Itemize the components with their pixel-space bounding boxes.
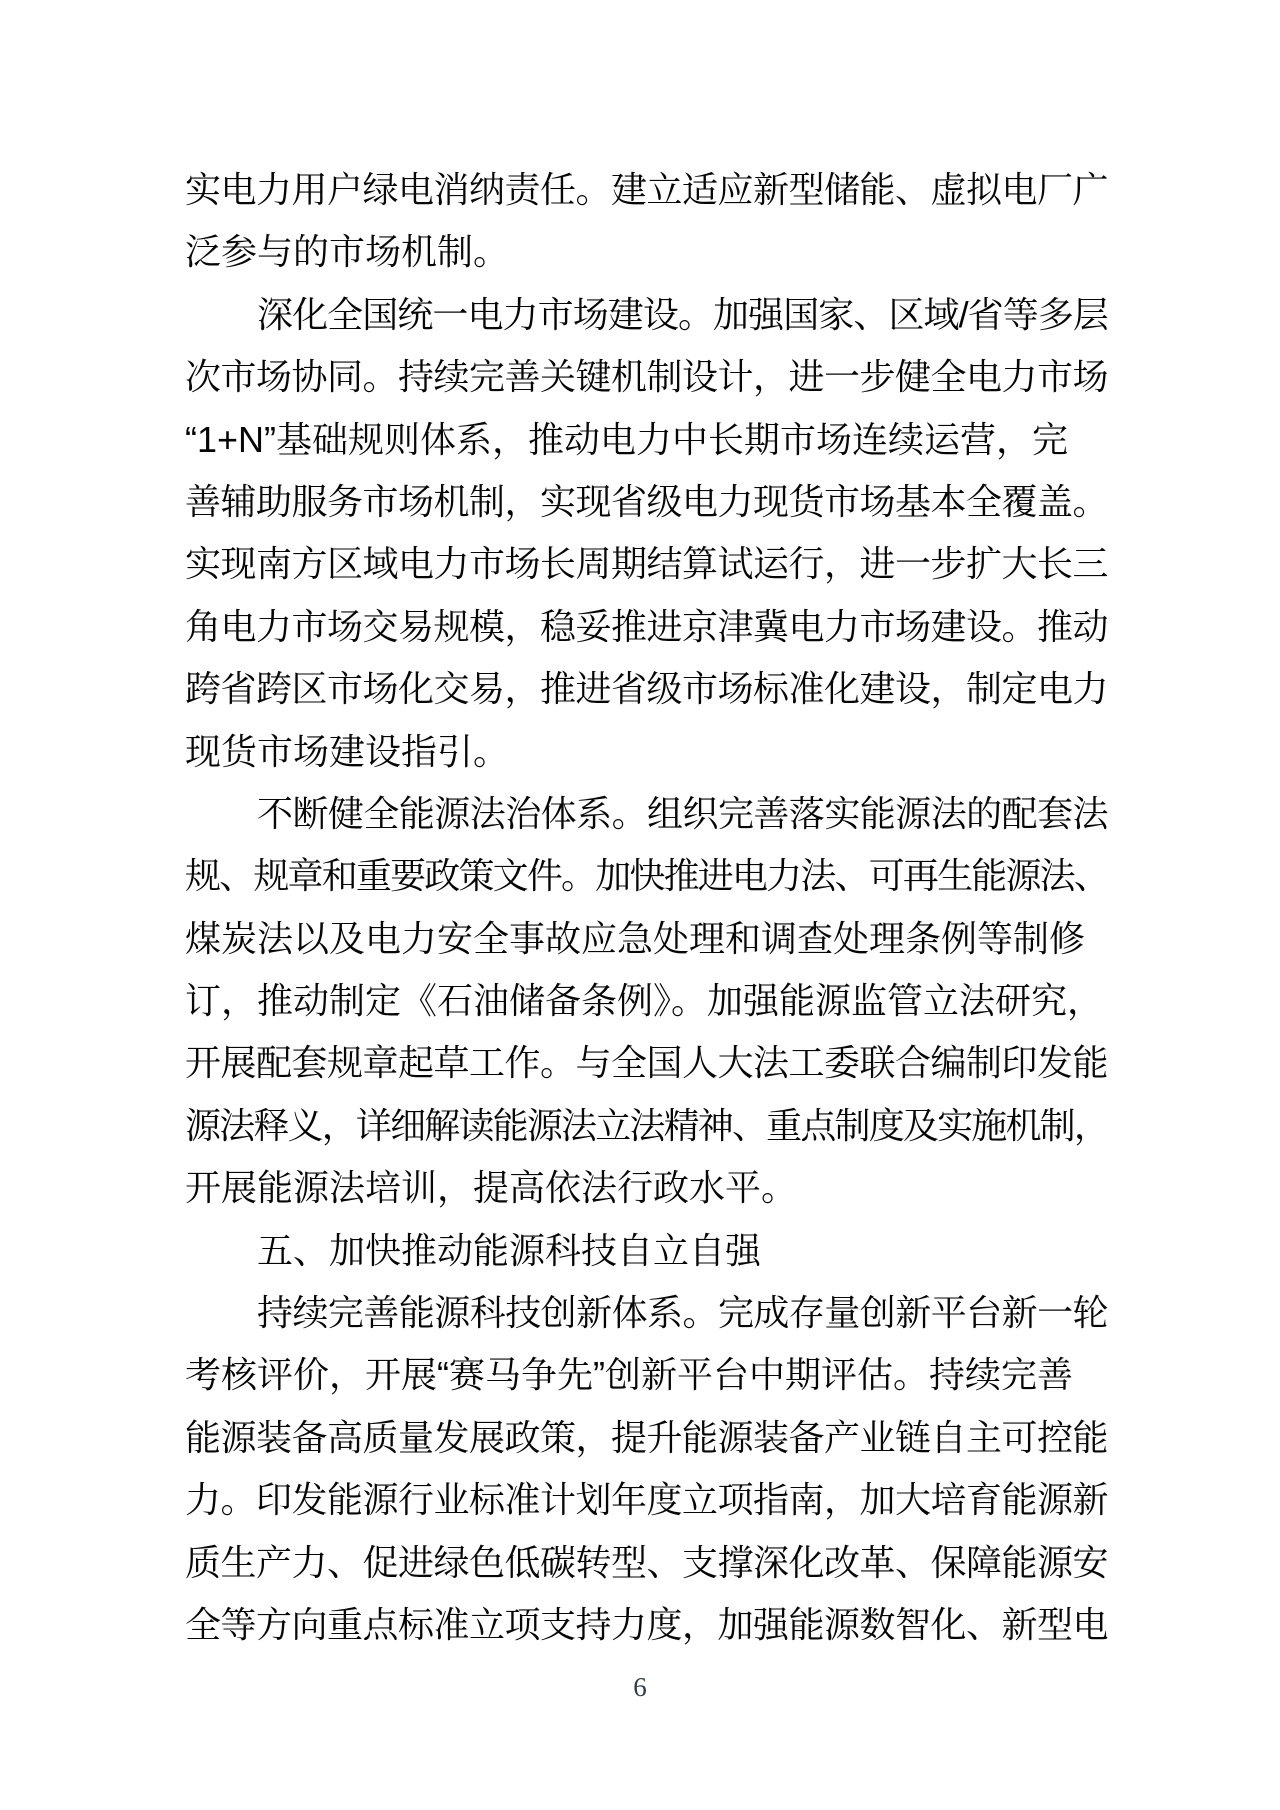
text-line: 实电力用户绿电消纳责任。建立适应新型储能、虚拟电厂广: [185, 169, 1109, 210]
section-heading: 五、加快推动能源科技自立自强: [257, 1229, 762, 1271]
text-line: 善辅助服务市场机制，实现省级电力现货市场基本全覆盖。: [185, 480, 1109, 522]
text-line: 持续完善能源科技创新体系。完成存量创新平台新一轮: [257, 1292, 1109, 1334]
text-line: 订，推动制定《石油储备条例》。加强能源监管立法研究，: [185, 980, 1104, 1022]
text-line: “1+N”基础规则体系，推动电力中长期市场连续运营，完: [185, 418, 1069, 460]
text-line: 煤炭法以及电力安全事故应急处理和调查处理条例等制修: [185, 917, 1086, 959]
text-line: 全等方向重点标准立项支持力度，加强能源数智化、新型电: [185, 1603, 1109, 1645]
text-line: 泛参与的市场机制。: [185, 231, 510, 273]
text-line: 考核评价，开展“赛马争先”创新平台中期评估。持续完善: [185, 1354, 1073, 1396]
text-line: 跨省跨区市场化交易，推进省级市场标准化建设，制定电力: [185, 668, 1109, 710]
text-line: 源法释义，详细解读能源法立法精神、重点制度及实施机制，: [185, 1104, 1109, 1146]
text-line: 能源装备高质量发展政策，提升能源装备产业链自主可控能: [185, 1416, 1109, 1458]
page-number: 6: [633, 1672, 647, 1702]
text-line: 现货市场建设指引。: [185, 730, 510, 772]
text-line: 深化全国统一电力市场建设。加强国家、区域/省等多层: [257, 293, 1109, 335]
text-line: 规、规章和重要政策文件。加快推进电力法、可再生能源法、: [185, 855, 1109, 897]
text-line: 开展能源法培训，提高依法行政水平。: [185, 1167, 798, 1209]
text-line: 开展配套规章起草工作。与全国人大法工委联合编制印发能: [185, 1042, 1109, 1084]
text-line: 角电力市场交易规模，稳妥推进京津冀电力市场建设。推动: [185, 605, 1109, 647]
text-line: 质生产力、促进绿色低碳转型、支撑深化改革、保障能源安: [185, 1541, 1109, 1583]
text-line: 实现南方区域电力市场长周期结算试运行，进一步扩大长三: [185, 543, 1109, 585]
text-block: [185, 159, 1108, 1656]
text-line: 力。印发能源行业标准计划年度立项指南，加大培育能源新: [185, 1479, 1109, 1521]
text-line: 不断健全能源法治体系。组织完善落实能源法的配套法: [257, 792, 1109, 834]
text-line: 次市场协同。持续完善关键机制设计，进一步健全电力市场: [185, 356, 1109, 398]
